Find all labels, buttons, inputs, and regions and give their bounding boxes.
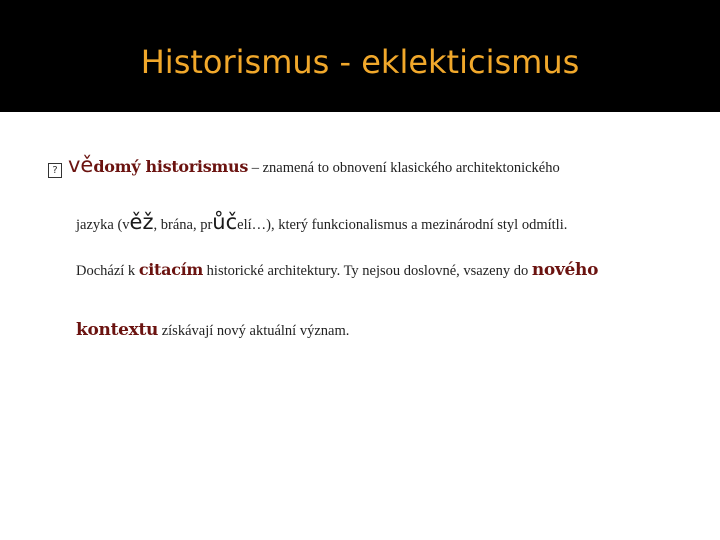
- paragraph-line-4: [76, 315, 349, 346]
- paragraph-line-3: [76, 255, 598, 286]
- line2-big-b: ůč: [212, 210, 238, 234]
- line2-text-a: jazyka (v: [76, 217, 130, 233]
- term-noveho: nového: [531, 260, 599, 280]
- slide-title: Historismus - eklekticismus: [140, 43, 580, 81]
- paragraph-line-1: [48, 150, 560, 183]
- bullet-icon: ?: [48, 163, 62, 178]
- line4-text: získávají nový aktuální význam.: [158, 323, 350, 339]
- term-kontextu: kontextu: [76, 320, 159, 340]
- term-historismus: domý historismus: [93, 157, 249, 176]
- line2-big-a: ěž: [129, 210, 154, 234]
- term-citacim: citacím: [138, 260, 204, 279]
- term-lead: vě: [68, 153, 94, 177]
- line3-text-a: Dochází k: [76, 263, 139, 279]
- line3-text-b: historické architektury. Ty nejsou doslovné, vsazeny do: [203, 263, 532, 279]
- line2-text-b: , brána, pr: [153, 217, 213, 233]
- line2-text-c: elí…), který funkcionalismus a mezinárodní styl odmítli.: [237, 217, 568, 233]
- line1-text: – znamená to obnovení klasického architektonického: [248, 160, 560, 176]
- paragraph-line-2: [76, 207, 567, 240]
